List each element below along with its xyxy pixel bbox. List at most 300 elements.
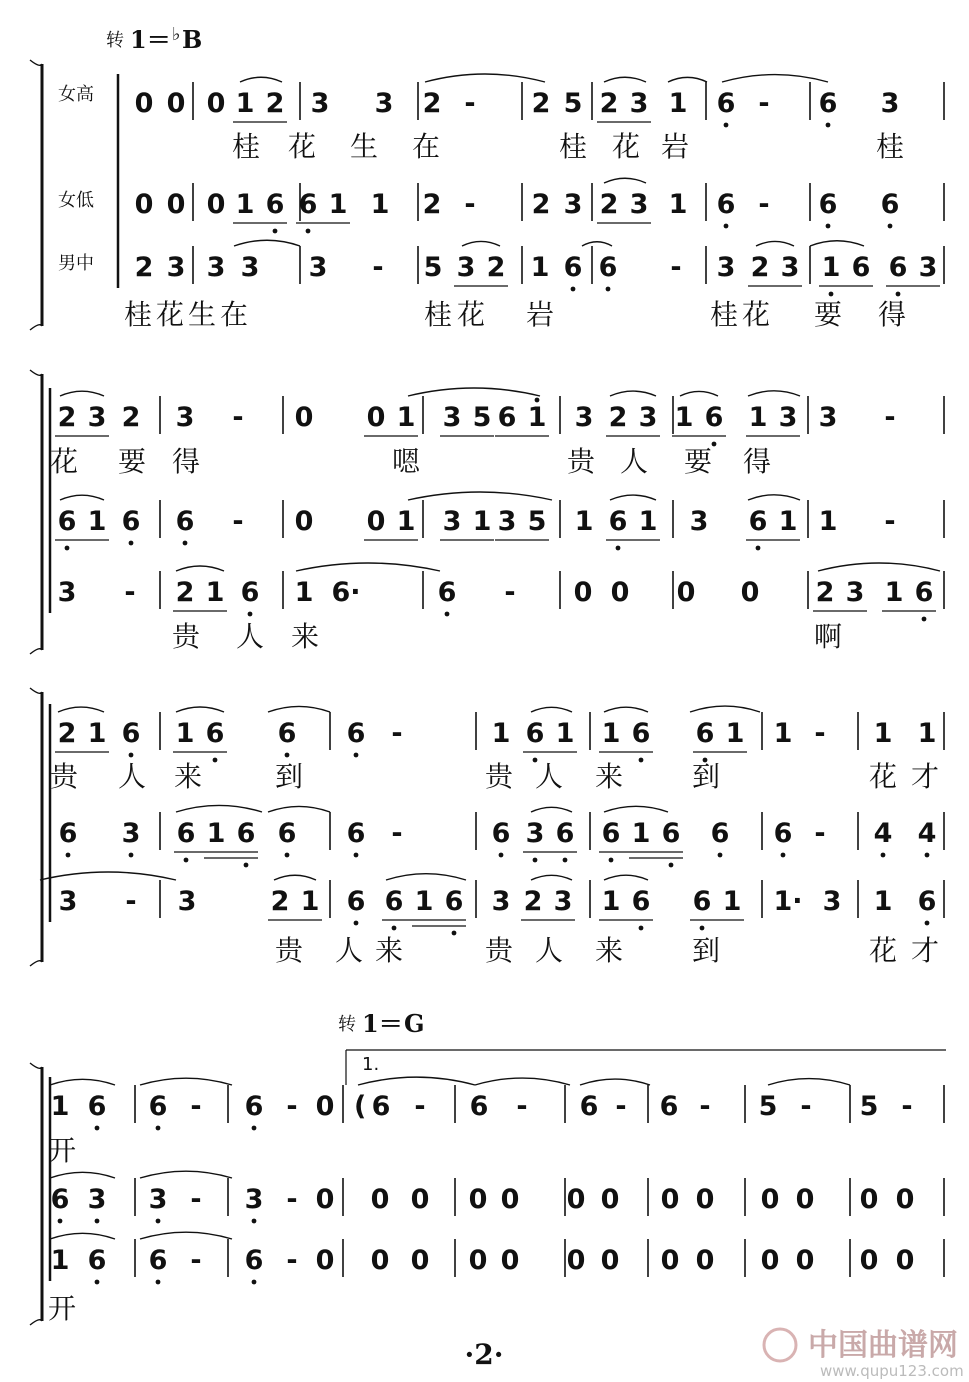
low-octave-dot (354, 921, 359, 926)
bracket-bottom (30, 1320, 42, 1325)
lyric-baritone: 花 (741, 298, 771, 331)
lyric-baritone: 贵 (171, 620, 201, 653)
note-digit: 2 (422, 189, 442, 220)
low-octave-dot (95, 1126, 100, 1131)
slur (604, 77, 646, 82)
note-digit: 0 (370, 1184, 390, 1215)
bracket-bottom (30, 325, 42, 330)
bracket-top (30, 370, 42, 375)
note-digit: 2 (531, 88, 551, 119)
note-digit: - (190, 1245, 202, 1276)
note-digit: 6 (58, 818, 78, 849)
low-octave-dot (183, 541, 188, 546)
note-digit: 3 (778, 402, 798, 433)
note-digit: 6 (880, 189, 900, 220)
note-digit: 5 (859, 1091, 879, 1122)
note-digit: 6 (818, 88, 838, 119)
low-octave-dot (354, 853, 359, 858)
low-octave-dot (129, 853, 134, 858)
note-digit: 0 (795, 1184, 815, 1215)
slur (296, 563, 440, 571)
lyric-soprano: 在 (411, 130, 441, 163)
lyric-soprano: 花 (287, 130, 317, 163)
note-digit: 6 (695, 718, 715, 749)
lyric-baritone: 才 (910, 934, 940, 967)
note-digit: 6 (265, 189, 285, 220)
note-digit: 6 (563, 252, 583, 283)
lyric-soprano: 贵 (566, 445, 596, 478)
note-digit: 2 (815, 577, 835, 608)
low-octave-dot (756, 546, 761, 551)
slur (386, 874, 466, 880)
lyric-soprano: 岩 (660, 130, 690, 163)
slur (531, 875, 572, 880)
note-digit: 3 (629, 189, 649, 220)
note-digit: 6 (148, 1091, 168, 1122)
note-digit: - (464, 189, 476, 220)
note-digit: 0 (760, 1245, 780, 1276)
note-digit: - (814, 718, 826, 749)
note-digit: 3 (780, 252, 800, 283)
lyric-soprano: 得 (171, 445, 201, 478)
lyric-baritone: 岩 (525, 298, 555, 331)
note-digit: - (516, 1091, 528, 1122)
note-digit: 6 (748, 506, 768, 537)
note-digit: 3 (175, 402, 195, 433)
bracket-bottom (30, 649, 42, 654)
note-digit: 0 (795, 1245, 815, 1276)
note-digit: 2 (599, 88, 619, 119)
low-octave-dot (129, 541, 134, 546)
lyric-soprano: 人 (534, 760, 564, 793)
note-digit: 6 (277, 718, 297, 749)
note-digit: 2 (265, 88, 285, 119)
note-digit: - (190, 1184, 202, 1215)
note-digit: 1 (884, 577, 904, 608)
note-digit: 6 (716, 189, 736, 220)
slur (58, 707, 104, 712)
note-digit: 0 (134, 88, 154, 119)
low-octave-dot (445, 612, 450, 617)
bracket-bottom (30, 961, 42, 966)
note-digit: 0 (410, 1245, 430, 1276)
note-digit: 1 (821, 252, 841, 283)
note-digit: 3 (574, 402, 594, 433)
slur (408, 492, 552, 500)
note-digit: 6 (659, 1091, 679, 1122)
low-octave-dot (58, 1219, 63, 1224)
part-label: 女低 (58, 190, 94, 211)
note-digit: 1 (300, 886, 320, 917)
slur (580, 1079, 650, 1085)
note-digit: 0 (660, 1245, 680, 1276)
note-digit: 3 (240, 252, 260, 283)
note-digit: - (670, 252, 682, 283)
note-digit: 6 (917, 886, 937, 917)
note-digit: 3 (148, 1184, 168, 1215)
note-digit: 1 (873, 886, 893, 917)
note-digit: 1 (631, 818, 651, 849)
note-digit: 5 (472, 402, 492, 433)
note-digit: 6 (244, 1091, 264, 1122)
lyric-soprano: 得 (742, 445, 772, 478)
note-digit: 3 (845, 577, 865, 608)
note-digit: 0 (366, 402, 386, 433)
low-octave-dot (156, 1219, 161, 1224)
note-digit: 5 (423, 252, 443, 283)
slur (40, 872, 176, 880)
flat-sign: ♭ (172, 24, 181, 45)
note-digit: 4 (917, 818, 937, 849)
note-digit: 0 (166, 189, 186, 220)
note-digit: 1 (87, 718, 107, 749)
lyric-baritone: 来 (290, 620, 320, 653)
slur (582, 242, 612, 246)
note-digit: - (391, 818, 403, 849)
note-digit: 3 (553, 886, 573, 917)
note-digit: 0 (859, 1184, 879, 1215)
note-digit: 0 (500, 1184, 520, 1215)
low-octave-dot (156, 1280, 161, 1285)
note-digit: 2 (121, 402, 141, 433)
slur (462, 241, 500, 246)
note-digit: - (800, 1091, 812, 1122)
note-digit: 0 (370, 1245, 390, 1276)
note-digit: 1 (601, 886, 621, 917)
low-octave-dot (129, 753, 134, 758)
note-digit: 0 (206, 189, 226, 220)
note-digit: - (124, 577, 136, 608)
note-digit: 1 (601, 718, 621, 749)
note-digit: 2 (57, 402, 77, 433)
note-digit: 0 (294, 506, 314, 537)
slur (610, 495, 656, 500)
note-digit: 6 (346, 718, 366, 749)
note-digit: 0 (740, 577, 760, 608)
note-digit: 1 (396, 506, 416, 537)
slur (722, 75, 828, 82)
lyric-baritone: 人 (534, 934, 564, 967)
note-digit: 3 (918, 252, 938, 283)
note-digit: 5 (527, 506, 547, 537)
note-digit: 6 (710, 818, 730, 849)
low-octave-dot (452, 931, 457, 936)
low-octave-dot (499, 853, 504, 858)
slur (50, 1079, 115, 1085)
slur (140, 1078, 232, 1085)
note-digit: - (901, 1091, 913, 1122)
low-octave-dot (700, 926, 705, 931)
note-digit: 1 (294, 577, 314, 608)
note-digit: 3 (822, 886, 842, 917)
note-digit: 1 (530, 252, 550, 283)
note-digit: 6 (205, 718, 225, 749)
note-digit: 6 (661, 818, 681, 849)
note-digit: - (286, 1184, 298, 1215)
note-digit: 3 (177, 886, 197, 917)
slur (268, 806, 330, 812)
note-digit: 3 (456, 252, 476, 283)
note-digit: - (372, 252, 384, 283)
note-digit: 1 (668, 88, 688, 119)
note-digit: 1 (50, 1245, 70, 1276)
note-digit: 0 (695, 1184, 715, 1215)
open-paren: ( (354, 1091, 367, 1122)
note-digit: 6 (579, 1091, 599, 1122)
slur (140, 1232, 232, 1239)
note-digit: 6 (631, 886, 651, 917)
note-digit: 1 (674, 402, 694, 433)
lyric-baritone: 到 (691, 934, 721, 967)
slur (604, 178, 646, 183)
note-digit: 2 (486, 252, 506, 283)
lyric-soprano: 贵 (49, 760, 79, 793)
note-digit: - (699, 1091, 711, 1122)
note-digit: 3 (244, 1184, 264, 1215)
lyric-soprano: 才 (910, 760, 940, 793)
note-digit: 3 (310, 88, 330, 119)
slur (531, 707, 572, 712)
note-digit: 2 (599, 189, 619, 220)
note-digit: 5 (758, 1091, 778, 1122)
note-digit: 6 (716, 88, 736, 119)
note-digit: - (758, 189, 770, 220)
note-digit: 2 (422, 88, 442, 119)
low-octave-dot (571, 287, 576, 292)
note-digit: 1 (917, 718, 937, 749)
note-digit: 0 (315, 1184, 335, 1215)
note-digit: 0 (315, 1245, 335, 1276)
slur (748, 391, 800, 396)
note-digit: 0 (206, 88, 226, 119)
note-digit: 1 (555, 718, 575, 749)
slur (240, 77, 282, 82)
note-digit: 1 (235, 88, 255, 119)
key-change-note: B (182, 25, 203, 54)
note-digit: 0 (573, 577, 593, 608)
low-octave-dot (724, 123, 729, 128)
note-digit: 3 (57, 577, 77, 608)
note-digit: 1 (472, 506, 492, 537)
key-change-note: G (404, 1009, 425, 1038)
note-digit: - (414, 1091, 426, 1122)
note-digit: 1 (574, 506, 594, 537)
note-digit: 6 (497, 402, 517, 433)
note-digit: 6 (704, 402, 724, 433)
note-digit: 6 (631, 718, 651, 749)
low-octave-dot (95, 1280, 100, 1285)
note-digit: 6 (773, 818, 793, 849)
low-octave-dot (252, 1219, 257, 1224)
note-digit: 0 (610, 577, 630, 608)
bracket-top (30, 1063, 42, 1068)
note-digit: 6 (346, 886, 366, 917)
note-digit: 6 (525, 718, 545, 749)
lyric-soprano: 贵 (484, 760, 514, 793)
low-octave-dot (252, 1280, 257, 1285)
note-digit: 3 (58, 886, 78, 917)
note-digit: - (125, 886, 137, 917)
slur (680, 391, 718, 396)
note-digit: 1 (873, 718, 893, 749)
slur (810, 241, 864, 246)
slur (408, 388, 540, 396)
lyric-soprano: 桂 (231, 130, 261, 163)
note-digit: - (884, 402, 896, 433)
lyric-soprano: 花 (611, 130, 641, 163)
note-digit: 6 (87, 1091, 107, 1122)
note-digit: 3 (87, 402, 107, 433)
note-digit: 1 (50, 1091, 70, 1122)
lyric-soprano: 生 (349, 130, 379, 163)
note-digit: 3 (563, 189, 583, 220)
note-digit: - (286, 1245, 298, 1276)
note-digit: 1 (396, 402, 416, 433)
note-digit: 0 (760, 1184, 780, 1215)
note-digit: 3 (374, 88, 394, 119)
note-digit: 0 (566, 1245, 586, 1276)
note-digit: 4 (873, 818, 893, 849)
note-digit: 1· (773, 886, 803, 917)
note-digit: 3 (716, 252, 736, 283)
note-digit: 1 (773, 718, 793, 749)
note-digit: 1 (527, 402, 547, 433)
note-digit: 2 (270, 886, 290, 917)
key-change-text: 1＝ (130, 25, 171, 54)
note-digit: - (190, 1091, 202, 1122)
note-digit: 3 (491, 886, 511, 917)
note-digit: 3 (87, 1184, 107, 1215)
note-digit: - (391, 718, 403, 749)
low-octave-dot (781, 853, 786, 858)
slur (610, 391, 656, 396)
lyric-baritone: 生 (187, 298, 217, 331)
note-digit: 0 (895, 1245, 915, 1276)
lyric-baritone: 桂 (423, 298, 453, 331)
note-digit: 6 (148, 1245, 168, 1276)
note-digit: - (758, 88, 770, 119)
note-digit: 2 (134, 252, 154, 283)
note-digit: 0 (676, 577, 696, 608)
low-octave-dot (829, 292, 834, 297)
note-digit: 0 (600, 1245, 620, 1276)
note-digit: 6 (298, 189, 318, 220)
note-digit: 0 (315, 1091, 335, 1122)
note-digit: 3 (638, 402, 658, 433)
low-octave-dot (639, 758, 644, 763)
lyric-soprano: 桂 (875, 130, 905, 163)
note-digit: 1 (668, 189, 688, 220)
note-digit: 6 (175, 506, 195, 537)
slur (358, 1077, 475, 1085)
note-digit: - (232, 506, 244, 537)
lyric-soprano: 桂 (558, 130, 588, 163)
bracket-top (30, 60, 42, 65)
slur (425, 74, 545, 82)
lyric-baritone: 来 (374, 934, 404, 967)
note-digit: 3 (442, 506, 462, 537)
note-digit: 0 (566, 1184, 586, 1215)
lyric-baritone: 贵 (484, 934, 514, 967)
note-digit: 0 (134, 189, 154, 220)
note-digit: 1 (725, 718, 745, 749)
lyric-baritone: 人 (334, 934, 364, 967)
note-digit: 6 (601, 818, 621, 849)
note-digit: 6 (346, 818, 366, 849)
note-digit: 6 (888, 252, 908, 283)
slur (274, 875, 316, 880)
note-digit: 6· (331, 577, 361, 608)
slur (475, 1078, 570, 1085)
low-octave-dot (888, 224, 893, 229)
note-digit: 6 (491, 818, 511, 849)
lyric-soprano: 来 (173, 760, 203, 793)
lyric-soprano: 要 (117, 445, 147, 478)
lyric-baritone: 花 (456, 298, 486, 331)
low-octave-dot (273, 229, 278, 234)
note-digit: 3 (497, 506, 517, 537)
low-octave-dot (639, 926, 644, 931)
lyric-baritone: 在 (219, 298, 249, 331)
lyric-baritone: 花 (868, 934, 898, 967)
bracket-top (30, 688, 42, 693)
note-digit: 1 (818, 506, 838, 537)
low-octave-dot (925, 853, 930, 858)
note-digit: 1 (370, 189, 390, 220)
note-digit: 3 (629, 88, 649, 119)
note-digit: 0 (468, 1184, 488, 1215)
note-digit: 6 (50, 1184, 70, 1215)
note-digit: 6 (598, 252, 618, 283)
lyric-baritone: 桂 (709, 298, 739, 331)
note-digit: 3 (121, 818, 141, 849)
slur (756, 241, 794, 246)
note-digit: 1 (491, 718, 511, 749)
lyric-baritone: 花 (155, 298, 185, 331)
note-digit: 0 (166, 88, 186, 119)
note-digit: 1 (206, 818, 226, 849)
key-change-prefix: 转 (338, 1014, 356, 1035)
low-octave-dot (248, 612, 253, 617)
low-octave-dot (184, 858, 189, 863)
low-octave-dot (922, 617, 927, 622)
note-digit: 3 (880, 88, 900, 119)
note-digit: 6 (277, 818, 297, 849)
note-digit: 2 (608, 402, 628, 433)
slur (140, 1171, 232, 1178)
note-digit: - (504, 577, 516, 608)
lyric-baritone: 来 (594, 934, 624, 967)
slur (176, 707, 224, 712)
slur (748, 495, 800, 500)
lyric-baritone: 桂 (123, 298, 153, 331)
note-digit: 6 (240, 577, 260, 608)
lyric-baritone: 啊 (813, 620, 843, 653)
slur (604, 707, 648, 712)
volta-label: 1. (362, 1054, 380, 1075)
slur (604, 875, 648, 880)
low-octave-dot (66, 853, 71, 858)
low-octave-dot (392, 926, 397, 931)
lyric-soprano: 到 (274, 760, 304, 793)
note-digit: 1 (414, 886, 434, 917)
note-digit: 1 (722, 886, 742, 917)
lyric-soprano: 花 (49, 445, 79, 478)
note-digit: - (286, 1091, 298, 1122)
low-octave-dot (826, 123, 831, 128)
note-digit: 6 (176, 818, 196, 849)
lyric-baritone: 开 (47, 1292, 77, 1325)
